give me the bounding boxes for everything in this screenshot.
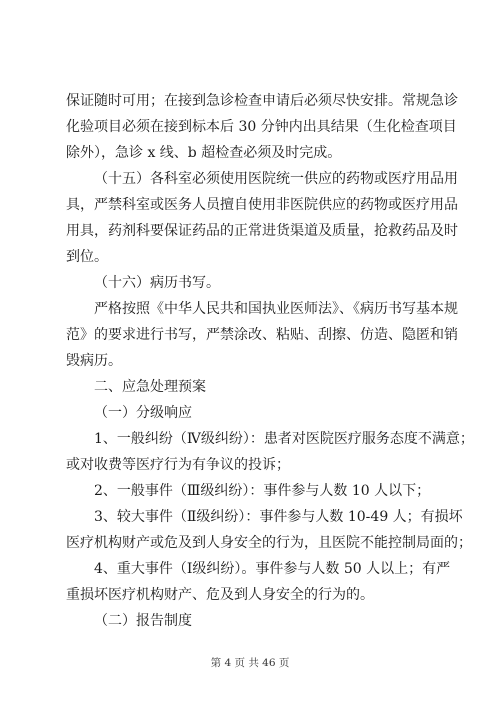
text-line: 重损坏医疗机构财产、危及到人身安全的行为的。 (66, 587, 374, 603)
section-heading: 二、应急处理预案 (94, 379, 206, 395)
list-item: 3、较大事件（Ⅱ级纠纷）：事件参与人数 10-49 人；有损坏 (94, 509, 463, 525)
text-line: 到位。 (66, 249, 108, 265)
list-item: 1、一般纠纷（Ⅳ级纠纷）：患者对医院医疗服务态度不满意； (94, 431, 474, 447)
list-item: 2、一般事件（Ⅲ级纠纷）：事件参与人数 10 人以下； (94, 483, 431, 499)
section-heading: （二）报告制度 (94, 613, 192, 629)
text-line: 保证随时可用；在接到急诊检查申请后必须尽快安排。常规急诊 (66, 93, 458, 109)
text-line: （十五）各科室必须使用医院统一供应的药物或医疗用品用 (94, 171, 458, 187)
text-line: 化验项目必须在接到标本后 30 分钟内出具结果（生化检查项目 (66, 119, 457, 135)
body-text (66, 88, 474, 634)
text-line: 毁病历。 (66, 353, 122, 369)
section-heading: （十六）病历书写。 (94, 275, 220, 291)
list-item: 4、重大事件（Ⅰ级纠纷）。事件参与人数 50 人以上；有严 (94, 561, 451, 577)
text-line: 医疗机构财产或危及到人身安全的行为，且医院不能控制局面的； (66, 535, 472, 551)
page-number-footer: 第 4 页 共 46 页 (210, 657, 290, 669)
text-line: 或对收费等医疗行为有争议的投诉； (66, 457, 290, 473)
text-line: 严格按照《中华人民共和国执业医师法》、《病历书写基本规 (94, 301, 458, 317)
text-line: 具，严禁科室或医务人员擅自使用非医院供应的药物或医疗用品 (66, 197, 458, 213)
section-heading: （一）分级响应 (94, 405, 192, 421)
text-line: 用具，药剂科要保证药品的正常进货渠道及质量，抢救药品及时 (66, 223, 458, 239)
text-line: 范》的要求进行书写，严禁涂改、粘贴、刮擦、仿造、隐匿和销 (66, 327, 458, 343)
text-line: 除外），急诊 x 线、b 超检查必须及时完成。 (66, 145, 342, 161)
